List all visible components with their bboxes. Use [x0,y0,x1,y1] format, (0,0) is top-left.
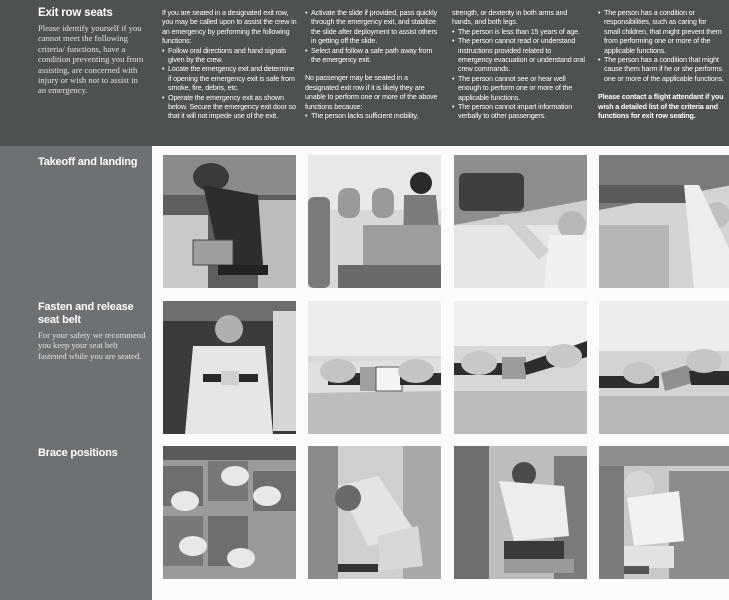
photo-stowing-bag-under-seat [163,155,296,288]
column-1-item: • Operate the emergency exit as shown below. Secure the emergency exit door so that it will not impede use of the exit. [162,93,299,121]
column-3-item: • The person cannot read or understand instructions provided related to emergency evacuation or understand oral crew commands. [452,36,587,74]
exit-row-title: Exit row seats [38,7,113,19]
photo-seat-belt-buckle-insert [308,301,441,434]
exit-row-column-4 [598,8,724,120]
column-2-item: • Activate the slide if provided, pass quickly through the emergency exit, and stabilize the slide after deployment to assist others in getting off the slide. [305,8,442,46]
section-sidebar [0,146,152,600]
photo-seat-belt-release [599,301,729,434]
column-1-item: • Follow oral directions and hand signals given by the crew. [162,46,299,65]
photo-overhead-bin-loading [454,155,587,288]
section-title-brace: Brace positions [38,447,118,459]
exit-row-column-2 [305,8,442,120]
column-2-para: No passenger may be seated in a designated exit row if it is likely they are unable to perform one or more of the above functions because: [305,73,438,111]
photo-child-brace-position [599,446,729,579]
exit-row-column-3 [452,8,587,121]
contact-attendant-note: Please contact a flight attendant if you wish a detailed list of the criteria and functions for exit row seating. [598,92,724,121]
column-4-item: • The person has a condition or responsibilities, such as caring for small children, that might prevent them from performing one or more of the applicable functions. [598,8,724,55]
seat-belt-note: For your safety we recommend you keep your seat belt fastened while you are seated. [38,330,146,361]
exit-row-intro: Please identify yourself if you cannot meet the following criteria/ functions, have a condition preventing you from assisting, are concerned with injury or wish not to assist in an emergency. [38,23,144,96]
photo-brace-feet-flat [454,446,587,579]
column-1-item: • Locate the emergency exit and determine if opening the emergency exit is safe from smoke, fire, debris, etc. [162,64,299,92]
photo-passenger-fastening-belt [163,301,296,434]
photo-seat-belt-tighten [454,301,587,434]
column-3-lead: strength, or dexterity in both arms and hands, and both legs. [452,8,568,27]
column-3-item: • The person is less than 15 years of age. [452,27,587,36]
column-2-item: • Select and follow a safe path away from the emergency exit. [305,46,442,65]
column-2-item: • The person lacks sufficient mobility, [305,111,442,120]
column-1-intro: If you are seated in a designated exit row, you may be called upon to assist the crew in an emergency by performing the following functions: [162,8,297,46]
column-4-item: • The person has a condition that might cause them harm if he or she performs one or more of the applicable functions. [598,55,724,83]
column-3-item: • The person cannot impart information verbally to other passengers. [452,102,587,121]
column-3-item: • The person cannot see or hear well enough to perform one or more of the applicable functions. [452,74,587,102]
photo-cabin-brace-overview [163,446,296,579]
exit-row-column-1 [162,8,299,121]
photo-overhead-bin-closing [599,155,729,288]
photo-upright-seated-passenger [308,155,441,288]
photo-brace-against-seat [308,446,441,579]
section-title-seat-belt: Fasten and release seat belt [38,301,134,326]
section-title-takeoff: Takeoff and landing [38,156,138,168]
